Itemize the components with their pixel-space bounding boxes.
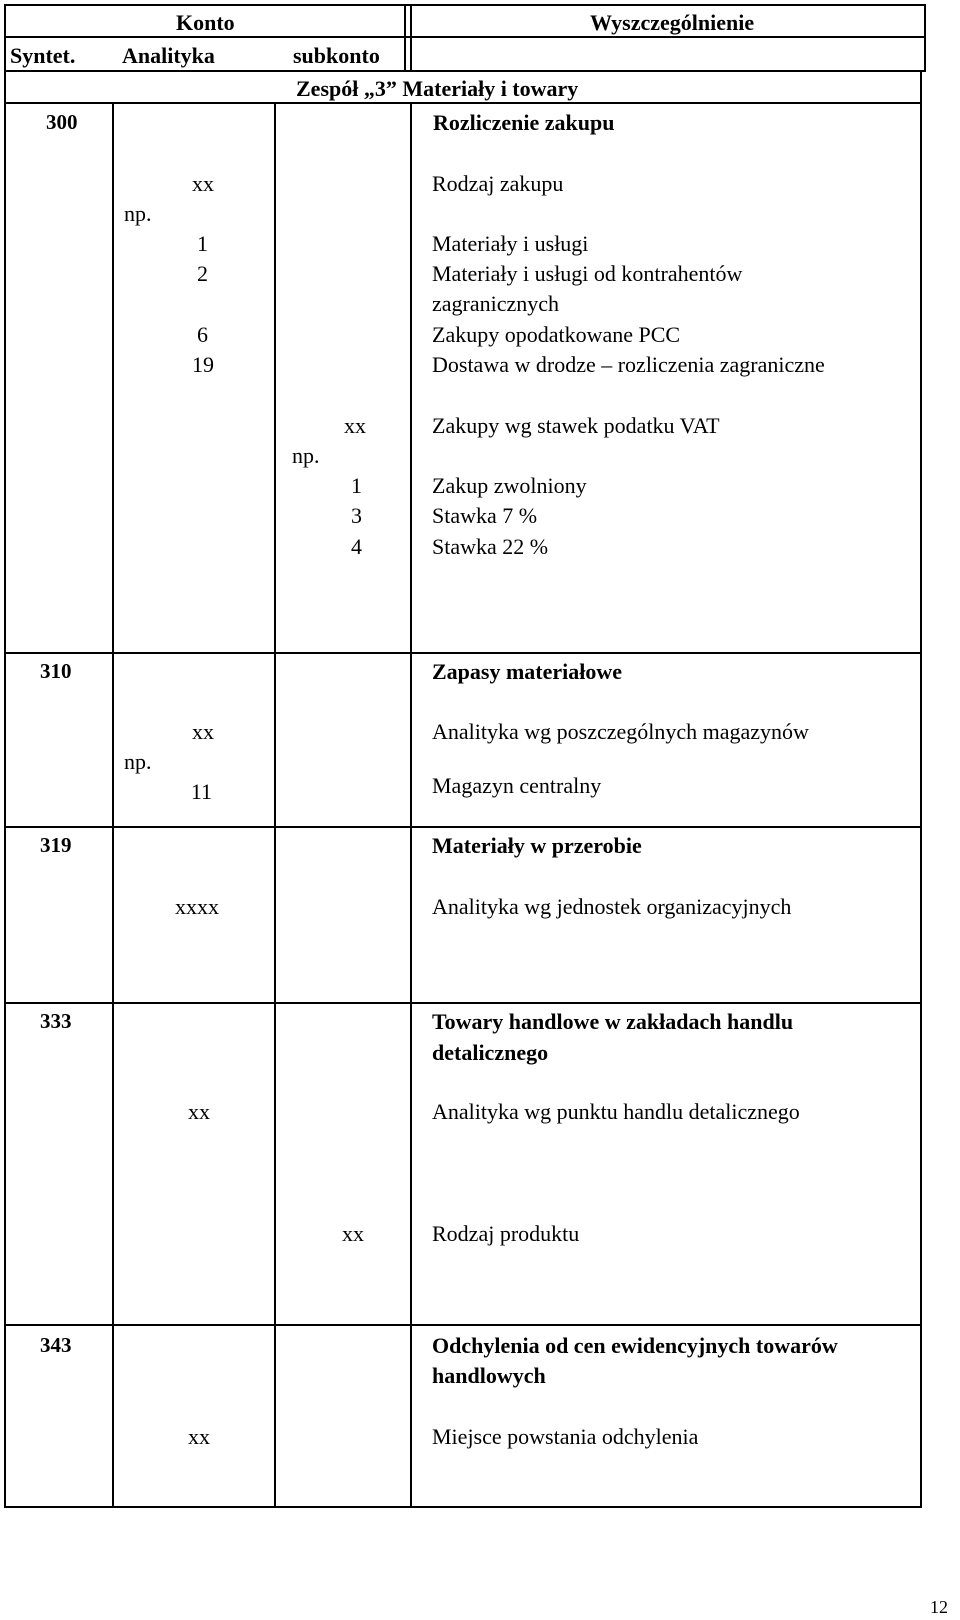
- np-label: np.: [292, 443, 320, 468]
- rule: [4, 70, 6, 1508]
- rule: [4, 4, 6, 72]
- description: Zakupy wg stawek podatku VAT: [432, 413, 720, 438]
- description: Analityka wg jednostek organizacyjnych: [432, 894, 792, 919]
- account-title: detalicznego: [432, 1040, 549, 1065]
- account-code: 319: [40, 833, 72, 857]
- analityka-code: 11: [190, 779, 212, 804]
- rule: [4, 4, 926, 6]
- page-number: 12: [930, 1597, 948, 1617]
- rule: [112, 102, 114, 1508]
- description: Analityka wg punktu handlu detalicznego: [432, 1099, 800, 1124]
- account-title: Towary handlowe w zakładach handlu: [432, 1009, 794, 1034]
- analityka-code: xx: [192, 719, 214, 744]
- analityka-code: xx: [188, 1424, 210, 1449]
- account-title: Materiały w przerobie: [432, 833, 642, 858]
- header-wyszczegolnienie: Wyszczególnienie: [590, 10, 755, 35]
- subkonto-code: 4: [351, 534, 362, 559]
- np-label: np.: [124, 749, 152, 774]
- rule: [410, 102, 412, 1508]
- subkonto-code: 1: [351, 473, 362, 498]
- rule: [4, 70, 926, 72]
- description: Dostawa w drodze – rozliczenia zagraniczne: [432, 352, 825, 377]
- rule: [274, 102, 276, 1508]
- subkonto-code: 3: [351, 503, 362, 528]
- account-code: 343: [40, 1333, 72, 1357]
- analityka-code: 19: [192, 352, 214, 377]
- account-title: Odchylenia od cen ewidencyjnych towarów: [432, 1333, 838, 1358]
- description: Magazyn centralny: [432, 773, 602, 798]
- rule: [4, 102, 922, 104]
- rule: [404, 4, 406, 72]
- description: Miejsce powstania odchylenia: [432, 1424, 699, 1449]
- np-label: np.: [124, 201, 152, 226]
- analityka-code: xxxx: [175, 894, 219, 919]
- description: Materiały i usługi: [432, 231, 589, 256]
- analityka-code: 1: [197, 231, 208, 256]
- description: Stawka 7 %: [432, 503, 538, 528]
- subkonto-code: xx: [344, 413, 366, 438]
- rule: [924, 4, 926, 72]
- rule: [4, 652, 922, 654]
- account-code: 333: [40, 1009, 72, 1033]
- analityka-code: xx: [192, 171, 214, 196]
- description: Zakupy opodatkowane PCC: [432, 322, 681, 347]
- header-analityka: Analityka: [122, 43, 215, 68]
- description: Rodzaj produktu: [432, 1221, 580, 1246]
- rule: [4, 1506, 922, 1508]
- account-code: 300: [46, 110, 78, 134]
- rule: [4, 1002, 922, 1004]
- group-title: Zespół „3” Materiały i towary: [296, 76, 579, 101]
- account-title: handlowych: [432, 1363, 546, 1388]
- rule: [920, 70, 922, 1508]
- analityka-code: xx: [188, 1099, 210, 1124]
- header-syntet: Syntet.: [10, 43, 76, 68]
- rule: [4, 36, 926, 38]
- description: Zakup zwolniony: [432, 473, 587, 498]
- rule: [410, 4, 412, 72]
- rule: [4, 826, 922, 828]
- header-subkonto: subkonto: [293, 43, 380, 68]
- subkonto-code: xx: [342, 1221, 364, 1246]
- account-code: 310: [40, 659, 72, 683]
- description: zagranicznych: [432, 291, 560, 316]
- rule: [4, 1324, 922, 1326]
- analityka-code: 6: [197, 322, 208, 347]
- description: Rodzaj zakupu: [432, 171, 564, 196]
- account-title: Rozliczenie zakupu: [433, 110, 615, 135]
- description: Stawka 22 %: [432, 534, 549, 559]
- account-title: Zapasy materiałowe: [432, 659, 623, 684]
- analityka-code: 2: [197, 261, 208, 286]
- description: Materiały i usługi od kontrahentów: [432, 261, 743, 286]
- description: Analityka wg poszczególnych magazynów: [432, 719, 809, 744]
- header-konto: Konto: [176, 10, 235, 35]
